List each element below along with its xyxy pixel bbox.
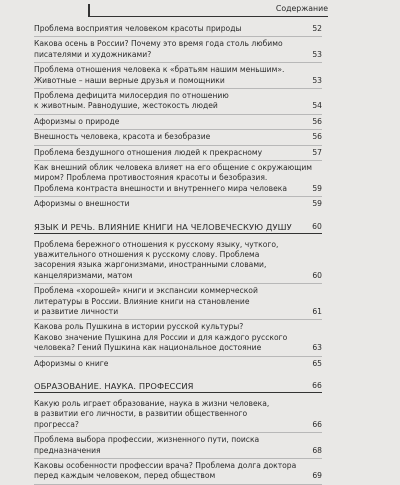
- toc-entry-text: Афоризмы о книге: [34, 358, 109, 368]
- toc-page-number: 68: [312, 445, 322, 455]
- toc-entry-line: [34, 148, 322, 158]
- toc-entry-line: [34, 117, 322, 127]
- entry-separator: [34, 196, 322, 197]
- toc-entry-line: [34, 199, 322, 209]
- toc-entry-line: [34, 399, 322, 409]
- toc-entry-line: [34, 322, 322, 332]
- toc-entry-line: [34, 163, 322, 173]
- toc-entry-line: [34, 24, 322, 34]
- toc-page-number: 63: [312, 343, 322, 353]
- toc-page-number: 52: [312, 24, 322, 33]
- toc-entry-text: Проблема бездушного отношения людей к прекрасному: [34, 147, 263, 157]
- toc-entry-text: Животные – наши верные друзья и помощники: [34, 75, 225, 85]
- entry-separator: [34, 160, 322, 161]
- toc-entry-text: миром? Проблема противостояния красоты и безобразия.: [34, 173, 268, 183]
- toc-page-number: 54: [312, 101, 322, 111]
- toc-entry-text: в развитии его личности, в развитии общественного: [34, 409, 248, 419]
- toc-entry[interactable]: [34, 435, 322, 456]
- toc-entry-line: [34, 446, 322, 456]
- toc-entry-text: Проблема восприятия человеком красоты природы: [34, 24, 242, 33]
- entry-separator: [34, 145, 322, 146]
- toc-entry-line: [34, 359, 322, 369]
- toc-entry-text: Каковы особенности профессии врача? Проблема долга доктора: [34, 461, 297, 470]
- toc-entry-line: [34, 65, 322, 75]
- toc-entry-text: прогресса?: [34, 419, 79, 429]
- toc-entry-text: Внешность человека, красота и безобразие: [34, 132, 211, 142]
- toc-entry-text: и развитие личности: [34, 306, 119, 316]
- toc-page-number: 59: [312, 199, 322, 209]
- toc-entry-line: [34, 409, 322, 419]
- toc-entry-text: Афоризмы о внешности: [34, 199, 130, 209]
- toc-entry-line: [34, 271, 322, 281]
- toc-entry-line: [34, 173, 322, 183]
- toc-entry[interactable]: [34, 117, 322, 127]
- toc-entry-line: [34, 435, 322, 445]
- entry-separator: [34, 432, 322, 433]
- toc-entry-line: [34, 461, 322, 471]
- toc-entry-line: [34, 250, 322, 260]
- toc-entry-line: [34, 240, 322, 250]
- entry-separator: [34, 319, 322, 320]
- section-rule: [34, 233, 322, 234]
- toc-entry-text: Проблема «хорошей» книги и экспансии коммерческой: [34, 286, 258, 296]
- toc-page-number: 60: [312, 270, 322, 280]
- toc-page-number: 66: [312, 419, 322, 429]
- toc-entry-line: [34, 297, 322, 307]
- toc-entry-text: литературы в России. Влияние книги на становление: [34, 296, 250, 306]
- toc-entry[interactable]: [34, 322, 322, 353]
- toc-page-number: 69: [312, 471, 322, 481]
- toc-entry-text: Какова осень в России? Почему это время года столь любимо: [34, 39, 283, 49]
- toc-entry-text: перед каждым человеком, перед обществом: [34, 471, 216, 481]
- toc-page-number: 53: [312, 49, 322, 59]
- toc-entry-text: Проблема отношения человека к «братьям нашим меньшим».: [34, 65, 285, 75]
- section-page-number: 66: [312, 381, 322, 390]
- entry-separator: [34, 114, 322, 115]
- toc-entry-line: [34, 184, 322, 194]
- toc-page: [34, 0, 328, 481]
- page-header: [88, 4, 328, 17]
- toc-entry-text: человека? Гений Пушкина как национальное достояние: [34, 343, 262, 353]
- toc-entry-line: [34, 50, 322, 60]
- toc-entry-text: Проблема выбора профессии, жизненного пути, поиска: [34, 435, 260, 445]
- toc-entry[interactable]: [34, 91, 322, 112]
- toc-page-number: 56: [312, 116, 322, 126]
- toc-entry-line: [34, 420, 322, 430]
- toc-entry[interactable]: [34, 24, 322, 34]
- entry-separator: [34, 458, 322, 459]
- toc-entry[interactable]: [34, 148, 322, 158]
- section-title: ЯЗЫК И РЕЧЬ. ВЛИЯНИЕ КНИГИ НА ЧЕЛОВЕЧЕСКУЮ ДУШУ: [34, 221, 292, 232]
- entry-separator: [34, 62, 322, 63]
- toc-entry-line: [34, 286, 322, 296]
- toc-entry-line: [34, 39, 322, 49]
- toc-entry-line: [34, 471, 322, 481]
- header-bar: [88, 4, 90, 17]
- entry-separator: [34, 283, 322, 284]
- toc-entry[interactable]: [34, 163, 322, 194]
- toc-entry[interactable]: [34, 286, 322, 317]
- toc-entry-text: Каково значение Пушкина для России и для каждого русского: [34, 332, 288, 342]
- entry-separator: [34, 356, 322, 357]
- toc-page-number: 59: [312, 183, 322, 193]
- toc-entry-line: [34, 333, 322, 343]
- toc-entry-text: писателями и художниками?: [34, 49, 152, 59]
- toc-entry-text: Какова роль Пушкина в истории русской культуры?: [34, 322, 244, 332]
- toc-entry[interactable]: [34, 199, 322, 209]
- toc-entry-text: канцеляризмами, матом: [34, 270, 133, 280]
- toc-entry-text: Как внешний облик человека влияет на его общение с окружающим: [34, 163, 313, 172]
- toc-page-number: 65: [312, 358, 322, 368]
- toc-entry-text: Какую роль играет образование, наука в жизни человека,: [34, 399, 270, 408]
- toc-entry-text: Проблема контраста внешности и внутреннего мира человека: [34, 183, 288, 193]
- entry-separator: [34, 129, 322, 130]
- toc-entry-line: [34, 132, 322, 142]
- header-title: Содержание: [275, 4, 328, 13]
- toc-page-number: 53: [312, 75, 322, 85]
- toc-entry-text: к животным. Равнодушие, жестокость людей: [34, 101, 218, 111]
- toc-entry-line: [34, 91, 322, 101]
- toc-entry-text: засорения языка жаргонизмами, иностранными словами,: [34, 260, 267, 270]
- toc-entry-line: [34, 260, 322, 270]
- toc-entry-text: уважительного отношения к русскому слову. Проблема: [34, 249, 260, 259]
- toc-entry[interactable]: [34, 359, 322, 369]
- toc-page-number: 57: [312, 147, 322, 157]
- toc-entry-text: Афоризмы о природе: [34, 116, 120, 126]
- toc-entry-line: [34, 76, 322, 86]
- toc-entry-text: Проблема бережного отношения к русскому языку, чуткого,: [34, 239, 279, 249]
- toc-entry[interactable]: [34, 240, 322, 282]
- toc-entry[interactable]: [34, 39, 322, 60]
- toc-page-number: 56: [312, 132, 322, 142]
- toc-entry[interactable]: [34, 461, 322, 482]
- toc-entry[interactable]: [34, 132, 322, 142]
- toc-entry-line: [34, 343, 322, 353]
- section-page-number: 60: [312, 221, 322, 231]
- entry-separator: [34, 36, 322, 37]
- toc-entry-line: [34, 101, 322, 111]
- section-title: ОБРАЗОВАНИЕ. НАУКА. ПРОФЕССИЯ: [34, 381, 194, 391]
- toc-entry-text: Проблема дефицита милосердия по отношению: [34, 91, 229, 100]
- toc-entry[interactable]: [34, 65, 322, 86]
- toc-page-number: 61: [312, 306, 322, 316]
- entry-separator: [34, 88, 322, 89]
- toc-entry-line: [34, 307, 322, 317]
- section-rule: [34, 392, 322, 393]
- toc-entry[interactable]: [34, 399, 322, 430]
- toc-entry-text: предназначения: [34, 445, 101, 455]
